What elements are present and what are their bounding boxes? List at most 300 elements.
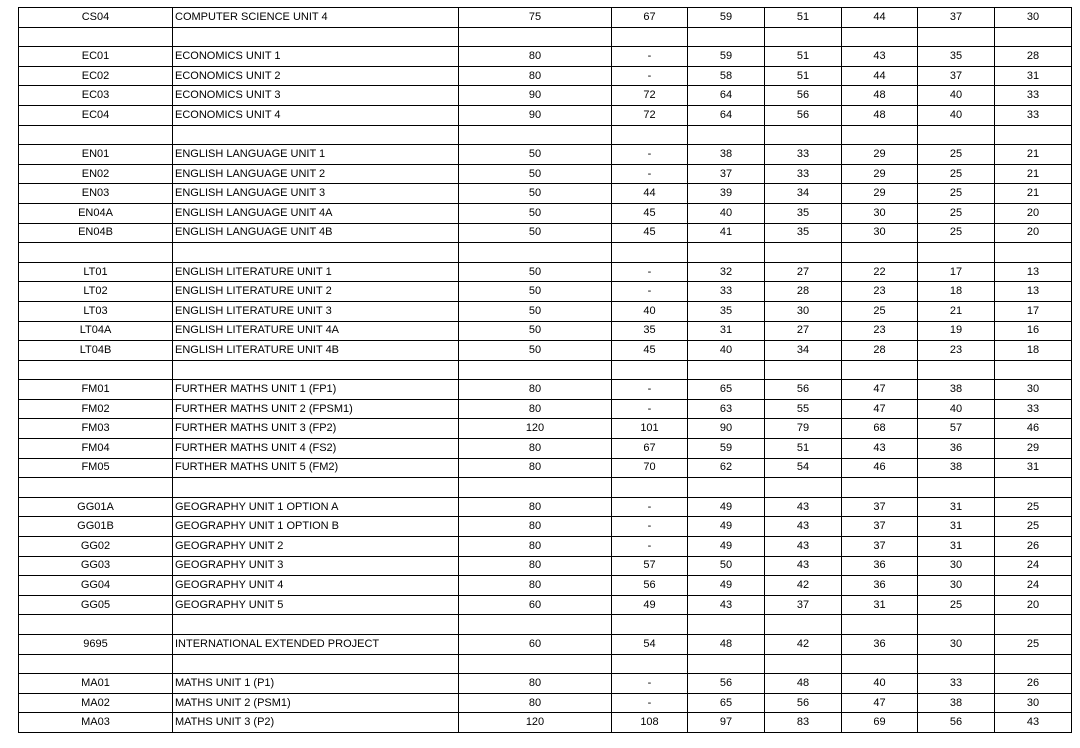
table-row	[19, 66, 1072, 86]
grade-c-cell: 48	[842, 105, 918, 125]
grade-a-cell: 63	[688, 399, 765, 419]
grade-c-cell: 23	[842, 282, 918, 302]
grade-a-star-cell	[612, 360, 688, 380]
grade-b-cell: 43	[765, 497, 842, 517]
grade-b-cell: 30	[765, 301, 842, 321]
grade-a-star-cell	[612, 615, 688, 635]
grade-b-cell: 56	[765, 693, 842, 713]
max-mark-cell: 80	[459, 66, 612, 86]
grade-d-cell: 25	[918, 164, 995, 184]
grade-e-cell: 24	[995, 556, 1072, 576]
max-mark-cell: 75	[459, 8, 612, 28]
grade-c-cell: 36	[842, 556, 918, 576]
unit-code-cell: MA02	[19, 693, 173, 713]
grade-e-cell: 33	[995, 105, 1072, 125]
grade-e-cell: 25	[995, 497, 1072, 517]
unit-title-cell: FURTHER MATHS UNIT 1 (FP1)	[173, 380, 459, 400]
grade-b-cell	[765, 654, 842, 674]
unit-code-cell: CS04	[19, 8, 173, 28]
spacer-row	[19, 125, 1072, 145]
table-row	[19, 321, 1072, 341]
grade-a-star-cell: 108	[612, 713, 688, 733]
grade-b-cell	[765, 243, 842, 263]
grade-d-cell: 56	[918, 713, 995, 733]
grade-a-star-cell: -	[612, 693, 688, 713]
grade-a-star-cell	[612, 125, 688, 145]
grade-e-cell	[995, 125, 1072, 145]
grade-b-cell: 56	[765, 105, 842, 125]
grade-d-cell: 35	[918, 47, 995, 67]
max-mark-cell: 80	[459, 47, 612, 67]
grade-c-cell: 29	[842, 184, 918, 204]
grade-e-cell: 16	[995, 321, 1072, 341]
unit-title-cell: ENGLISH LANGUAGE UNIT 1	[173, 145, 459, 165]
unit-code-cell: GG04	[19, 576, 173, 596]
grade-b-cell: 42	[765, 576, 842, 596]
grade-b-cell: 79	[765, 419, 842, 439]
grade-b-cell: 27	[765, 321, 842, 341]
grade-c-cell: 40	[842, 674, 918, 694]
grade-d-cell: 38	[918, 458, 995, 478]
grade-b-cell: 51	[765, 66, 842, 86]
grade-c-cell: 37	[842, 517, 918, 537]
grade-a-cell: 33	[688, 282, 765, 302]
grade-a-star-cell	[612, 478, 688, 498]
grade-a-star-cell: 45	[612, 223, 688, 243]
grade-b-cell: 34	[765, 341, 842, 361]
unit-code-cell: GG03	[19, 556, 173, 576]
grade-e-cell: 17	[995, 301, 1072, 321]
grade-a-cell: 62	[688, 458, 765, 478]
unit-code-cell: FM05	[19, 458, 173, 478]
grade-a-star-cell: -	[612, 282, 688, 302]
unit-code-cell: GG02	[19, 537, 173, 557]
unit-code-cell: EC02	[19, 66, 173, 86]
grade-c-cell: 37	[842, 537, 918, 557]
grade-c-cell: 47	[842, 399, 918, 419]
grade-d-cell: 57	[918, 419, 995, 439]
grade-d-cell: 18	[918, 282, 995, 302]
unit-code-cell: 9695	[19, 635, 173, 655]
grade-a-cell: 65	[688, 693, 765, 713]
grade-a-star-cell: -	[612, 674, 688, 694]
max-mark-cell: 80	[459, 399, 612, 419]
grade-e-cell: 30	[995, 693, 1072, 713]
grade-b-cell: 55	[765, 399, 842, 419]
grade-b-cell: 43	[765, 517, 842, 537]
unit-title-cell	[173, 360, 459, 380]
grade-b-cell: 56	[765, 86, 842, 106]
table-row	[19, 145, 1072, 165]
grade-b-cell	[765, 27, 842, 47]
grade-c-cell: 31	[842, 595, 918, 615]
unit-title-cell: ECONOMICS UNIT 1	[173, 47, 459, 67]
table-row	[19, 517, 1072, 537]
grade-c-cell: 68	[842, 419, 918, 439]
grade-a-star-cell: 67	[612, 439, 688, 459]
grade-d-cell: 31	[918, 537, 995, 557]
grade-a-star-cell: 40	[612, 301, 688, 321]
grade-d-cell: 33	[918, 674, 995, 694]
unit-title-cell: ENGLISH LITERATURE UNIT 1	[173, 262, 459, 282]
unit-title-cell: MATHS UNIT 3 (P2)	[173, 713, 459, 733]
grade-e-cell: 31	[995, 458, 1072, 478]
grade-e-cell: 25	[995, 635, 1072, 655]
grade-c-cell: 36	[842, 635, 918, 655]
unit-title-cell	[173, 478, 459, 498]
max-mark-cell: 120	[459, 713, 612, 733]
grade-c-cell: 29	[842, 164, 918, 184]
unit-title-cell	[173, 615, 459, 635]
grade-d-cell	[918, 360, 995, 380]
grade-e-cell: 20	[995, 595, 1072, 615]
grade-a-cell	[688, 27, 765, 47]
grade-a-star-cell: 72	[612, 86, 688, 106]
grade-c-cell: 29	[842, 145, 918, 165]
grade-e-cell: 21	[995, 145, 1072, 165]
grade-d-cell: 36	[918, 439, 995, 459]
grade-c-cell: 25	[842, 301, 918, 321]
grade-c-cell	[842, 478, 918, 498]
unit-title-cell: ENGLISH LITERATURE UNIT 4A	[173, 321, 459, 341]
unit-title-cell: FURTHER MATHS UNIT 2 (FPSM1)	[173, 399, 459, 419]
grade-a-star-cell: -	[612, 47, 688, 67]
max-mark-cell: 80	[459, 693, 612, 713]
grade-c-cell	[842, 125, 918, 145]
table-row	[19, 341, 1072, 361]
grade-d-cell: 38	[918, 693, 995, 713]
max-mark-cell	[459, 654, 612, 674]
grade-e-cell: 30	[995, 380, 1072, 400]
grade-c-cell: 36	[842, 576, 918, 596]
table-row	[19, 164, 1072, 184]
grade-e-cell: 24	[995, 576, 1072, 596]
grade-d-cell: 17	[918, 262, 995, 282]
grade-a-star-cell: -	[612, 399, 688, 419]
grade-c-cell: 48	[842, 86, 918, 106]
grade-a-star-cell: 70	[612, 458, 688, 478]
max-mark-cell: 90	[459, 86, 612, 106]
unit-code-cell: EN03	[19, 184, 173, 204]
unit-title-cell: FURTHER MATHS UNIT 3 (FP2)	[173, 419, 459, 439]
grade-a-cell	[688, 478, 765, 498]
unit-code-cell: LT04A	[19, 321, 173, 341]
max-mark-cell: 80	[459, 556, 612, 576]
max-mark-cell: 50	[459, 341, 612, 361]
table-row	[19, 497, 1072, 517]
unit-code-cell: LT04B	[19, 341, 173, 361]
unit-code-cell: GG01B	[19, 517, 173, 537]
unit-title-cell: ENGLISH LITERATURE UNIT 4B	[173, 341, 459, 361]
grade-a-cell: 50	[688, 556, 765, 576]
grade-d-cell: 37	[918, 66, 995, 86]
max-mark-cell: 50	[459, 262, 612, 282]
grade-e-cell: 20	[995, 203, 1072, 223]
max-mark-cell: 50	[459, 145, 612, 165]
grade-a-cell	[688, 243, 765, 263]
unit-title-cell: FURTHER MATHS UNIT 4 (FS2)	[173, 439, 459, 459]
grade-a-cell: 64	[688, 105, 765, 125]
grade-b-cell: 48	[765, 674, 842, 694]
grade-b-cell	[765, 360, 842, 380]
grade-c-cell: 28	[842, 341, 918, 361]
max-mark-cell	[459, 27, 612, 47]
table-row	[19, 635, 1072, 655]
grade-e-cell: 26	[995, 674, 1072, 694]
grade-d-cell: 40	[918, 86, 995, 106]
table-row	[19, 105, 1072, 125]
grade-c-cell	[842, 654, 918, 674]
grade-e-cell: 43	[995, 713, 1072, 733]
grade-a-cell: 49	[688, 576, 765, 596]
grade-a-cell: 40	[688, 341, 765, 361]
unit-code-cell: EC01	[19, 47, 173, 67]
grade-e-cell: 18	[995, 341, 1072, 361]
grade-c-cell	[842, 615, 918, 635]
grade-a-cell: 49	[688, 517, 765, 537]
grade-b-cell	[765, 125, 842, 145]
unit-title-cell: ECONOMICS UNIT 2	[173, 66, 459, 86]
max-mark-cell: 80	[459, 674, 612, 694]
unit-title-cell: GEOGRAPHY UNIT 5	[173, 595, 459, 615]
table-body	[19, 8, 1072, 733]
grade-d-cell: 30	[918, 576, 995, 596]
grade-d-cell	[918, 243, 995, 263]
grade-d-cell: 25	[918, 145, 995, 165]
grade-c-cell: 44	[842, 66, 918, 86]
grade-a-star-cell: -	[612, 380, 688, 400]
table-row	[19, 537, 1072, 557]
table-row	[19, 439, 1072, 459]
grade-a-cell: 41	[688, 223, 765, 243]
max-mark-cell	[459, 615, 612, 635]
max-mark-cell: 60	[459, 595, 612, 615]
max-mark-cell: 50	[459, 184, 612, 204]
grade-a-cell	[688, 615, 765, 635]
grade-e-cell: 21	[995, 164, 1072, 184]
grade-e-cell: 31	[995, 66, 1072, 86]
grade-a-cell: 59	[688, 439, 765, 459]
grade-c-cell: 47	[842, 380, 918, 400]
grade-a-cell: 48	[688, 635, 765, 655]
max-mark-cell: 90	[459, 105, 612, 125]
unit-code-cell: EC03	[19, 86, 173, 106]
unit-code-cell: MA01	[19, 674, 173, 694]
grade-c-cell: 22	[842, 262, 918, 282]
max-mark-cell: 50	[459, 203, 612, 223]
max-mark-cell: 50	[459, 301, 612, 321]
grade-d-cell	[918, 478, 995, 498]
grade-b-cell: 51	[765, 439, 842, 459]
grade-c-cell: 47	[842, 693, 918, 713]
unit-code-cell: FM04	[19, 439, 173, 459]
grade-a-cell: 59	[688, 8, 765, 28]
unit-code-cell: GG05	[19, 595, 173, 615]
grade-c-cell: 30	[842, 223, 918, 243]
unit-code-cell: FM03	[19, 419, 173, 439]
table-row	[19, 693, 1072, 713]
grade-a-cell: 31	[688, 321, 765, 341]
table-row	[19, 556, 1072, 576]
grade-d-cell: 25	[918, 184, 995, 204]
grade-d-cell	[918, 27, 995, 47]
grade-a-cell	[688, 360, 765, 380]
unit-title-cell	[173, 27, 459, 47]
table-row	[19, 223, 1072, 243]
unit-code-cell	[19, 615, 173, 635]
grade-b-cell: 33	[765, 164, 842, 184]
grade-d-cell: 21	[918, 301, 995, 321]
grade-a-cell: 35	[688, 301, 765, 321]
unit-code-cell: MA03	[19, 713, 173, 733]
grade-b-cell: 37	[765, 595, 842, 615]
grade-e-cell: 29	[995, 439, 1072, 459]
unit-code-cell: EN04A	[19, 203, 173, 223]
grade-a-star-cell: 67	[612, 8, 688, 28]
table-row	[19, 262, 1072, 282]
unit-code-cell	[19, 478, 173, 498]
grade-d-cell: 37	[918, 8, 995, 28]
unit-title-cell: COMPUTER SCIENCE UNIT 4	[173, 8, 459, 28]
grade-d-cell	[918, 654, 995, 674]
unit-title-cell: ENGLISH LANGUAGE UNIT 4B	[173, 223, 459, 243]
grade-a-cell: 97	[688, 713, 765, 733]
unit-title-cell	[173, 654, 459, 674]
grade-a-cell: 64	[688, 86, 765, 106]
grade-b-cell	[765, 478, 842, 498]
grade-a-star-cell	[612, 27, 688, 47]
max-mark-cell: 60	[459, 635, 612, 655]
grade-a-cell	[688, 654, 765, 674]
grade-d-cell	[918, 125, 995, 145]
table-row	[19, 184, 1072, 204]
unit-code-cell	[19, 360, 173, 380]
unit-code-cell	[19, 125, 173, 145]
max-mark-cell: 80	[459, 517, 612, 537]
grade-c-cell	[842, 243, 918, 263]
grade-a-star-cell: 45	[612, 203, 688, 223]
grade-b-cell: 27	[765, 262, 842, 282]
unit-code-cell: EN01	[19, 145, 173, 165]
grade-c-cell: 44	[842, 8, 918, 28]
unit-code-cell	[19, 243, 173, 263]
grade-d-cell	[918, 615, 995, 635]
unit-code-cell: LT03	[19, 301, 173, 321]
unit-title-cell: GEOGRAPHY UNIT 1 OPTION B	[173, 517, 459, 537]
grade-a-cell: 32	[688, 262, 765, 282]
grade-a-star-cell: 45	[612, 341, 688, 361]
grade-d-cell: 25	[918, 203, 995, 223]
grade-e-cell: 25	[995, 517, 1072, 537]
max-mark-cell: 50	[459, 282, 612, 302]
grade-d-cell: 31	[918, 497, 995, 517]
grade-a-cell: 37	[688, 164, 765, 184]
grade-b-cell: 35	[765, 223, 842, 243]
grade-e-cell: 13	[995, 262, 1072, 282]
grade-a-cell: 56	[688, 674, 765, 694]
unit-title-cell: GEOGRAPHY UNIT 4	[173, 576, 459, 596]
grade-e-cell	[995, 654, 1072, 674]
grade-d-cell: 30	[918, 635, 995, 655]
max-mark-cell: 80	[459, 497, 612, 517]
unit-code-cell: FM02	[19, 399, 173, 419]
max-mark-cell	[459, 243, 612, 263]
spacer-row	[19, 27, 1072, 47]
grade-a-star-cell: 72	[612, 105, 688, 125]
grade-e-cell: 20	[995, 223, 1072, 243]
max-mark-cell	[459, 360, 612, 380]
grade-c-cell	[842, 360, 918, 380]
grade-a-cell	[688, 125, 765, 145]
grade-d-cell: 40	[918, 399, 995, 419]
grade-a-cell: 58	[688, 66, 765, 86]
grade-a-cell: 65	[688, 380, 765, 400]
grade-a-star-cell: 56	[612, 576, 688, 596]
spacer-row	[19, 478, 1072, 498]
table-row	[19, 47, 1072, 67]
unit-code-cell: EN04B	[19, 223, 173, 243]
grade-e-cell	[995, 243, 1072, 263]
table-row	[19, 8, 1072, 28]
table-row	[19, 713, 1072, 733]
grade-a-star-cell: -	[612, 66, 688, 86]
table-row	[19, 86, 1072, 106]
grade-d-cell: 25	[918, 595, 995, 615]
max-mark-cell: 120	[459, 419, 612, 439]
unit-title-cell: ENGLISH LITERATURE UNIT 2	[173, 282, 459, 302]
grade-b-cell: 35	[765, 203, 842, 223]
grade-a-cell: 39	[688, 184, 765, 204]
grade-a-star-cell: -	[612, 164, 688, 184]
table-row	[19, 674, 1072, 694]
grade-a-star-cell: 35	[612, 321, 688, 341]
grade-b-cell: 83	[765, 713, 842, 733]
grade-a-star-cell: -	[612, 517, 688, 537]
grade-a-star-cell: 44	[612, 184, 688, 204]
grade-e-cell: 21	[995, 184, 1072, 204]
grade-c-cell: 43	[842, 439, 918, 459]
grade-b-cell: 51	[765, 8, 842, 28]
unit-title-cell: ENGLISH LANGUAGE UNIT 2	[173, 164, 459, 184]
max-mark-cell: 80	[459, 380, 612, 400]
grade-b-cell: 51	[765, 47, 842, 67]
grade-e-cell: 33	[995, 399, 1072, 419]
unit-code-cell: FM01	[19, 380, 173, 400]
grade-c-cell: 69	[842, 713, 918, 733]
unit-code-cell: LT02	[19, 282, 173, 302]
table-row	[19, 419, 1072, 439]
grade-e-cell: 26	[995, 537, 1072, 557]
grade-a-star-cell: -	[612, 497, 688, 517]
grade-e-cell	[995, 360, 1072, 380]
grade-e-cell	[995, 615, 1072, 635]
grade-e-cell: 46	[995, 419, 1072, 439]
table-row	[19, 301, 1072, 321]
unit-title-cell: INTERNATIONAL EXTENDED PROJECT	[173, 635, 459, 655]
unit-code-cell	[19, 27, 173, 47]
grade-e-cell: 13	[995, 282, 1072, 302]
grade-a-cell: 43	[688, 595, 765, 615]
grade-a-star-cell: 49	[612, 595, 688, 615]
grade-c-cell: 23	[842, 321, 918, 341]
grade-d-cell: 31	[918, 517, 995, 537]
grade-a-star-cell: -	[612, 537, 688, 557]
grade-b-cell: 42	[765, 635, 842, 655]
max-mark-cell	[459, 125, 612, 145]
grade-a-cell: 38	[688, 145, 765, 165]
table-row	[19, 458, 1072, 478]
grade-b-cell: 56	[765, 380, 842, 400]
